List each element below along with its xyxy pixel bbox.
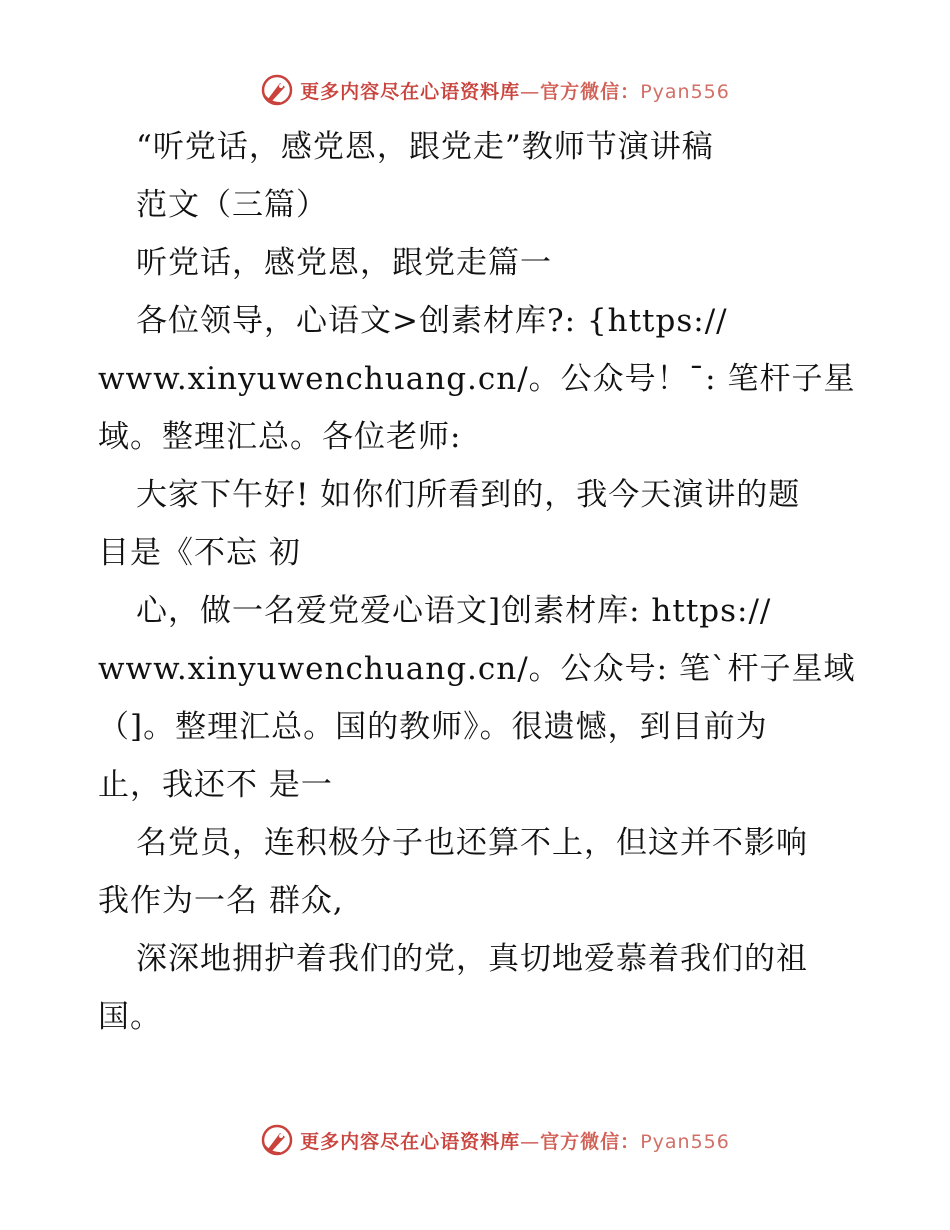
header-dash: — <box>520 80 541 103</box>
header-banner-text <box>300 77 730 104</box>
header-banner-content <box>220 73 730 107</box>
body-line: 国。 <box>98 999 162 1035</box>
footer-official-label: 官方微信： <box>540 1130 641 1153</box>
body-line: 名党员，连积极分子也还算不上，但这并不影响 <box>136 825 808 861</box>
header-official-label: 官方微信： <box>540 80 641 103</box>
pen-nib-logo-icon <box>260 73 294 107</box>
body-line: 心，做一名爱党爱心语文]创素材库: https:// <box>136 593 772 629</box>
body-line: 我作为一名 群众, <box>98 883 344 919</box>
footer-banner-content <box>220 1123 730 1157</box>
body-line: 止，我还不 是一 <box>98 767 333 803</box>
pen-nib-logo-icon <box>260 1123 294 1157</box>
footer-wechat-id: Pyan556 <box>640 1130 730 1153</box>
body-line: www.xinyuwenchuang.cn/。公众号！¯: 笔杆子星 <box>98 361 856 397</box>
body-line: 深深地拥护着我们的党，真切地爱慕着我们的祖 <box>136 941 808 977</box>
body-line: 各位领导，心语文>创素材库?: {https:// <box>136 303 728 339</box>
document-body <box>98 118 858 1046</box>
section-heading: 听党话，感党恩，跟党走篇一 <box>136 245 552 281</box>
document-title-line-1: “听党话，感党恩，跟党走”教师节演讲稿 <box>136 129 714 165</box>
header-brand-text: 更多内容尽在心语资料库 <box>300 80 521 103</box>
footer-brand-text: 更多内容尽在心语资料库 <box>300 1130 521 1153</box>
body-line: （]。整理汇总。国的教师》。很遗憾，到目前为 <box>98 709 768 745</box>
body-line: www.xinyuwenchuang.cn/。公众号: 笔`杆子星域 <box>98 651 856 687</box>
footer-dash: — <box>520 1130 541 1153</box>
header-wechat-id: Pyan556 <box>640 80 730 103</box>
body-line: 域。整理汇总。各位老师: <box>98 419 462 455</box>
header-banner <box>0 70 950 110</box>
body-line: 目是《不忘 初 <box>98 535 301 571</box>
footer-banner-text <box>300 1127 730 1154</box>
footer-banner <box>0 1120 950 1160</box>
document-title-line-2: 范文（三篇） <box>136 187 328 223</box>
body-line: 大家下午好! 如你们所看到的，我今天演讲的题 <box>136 477 801 513</box>
